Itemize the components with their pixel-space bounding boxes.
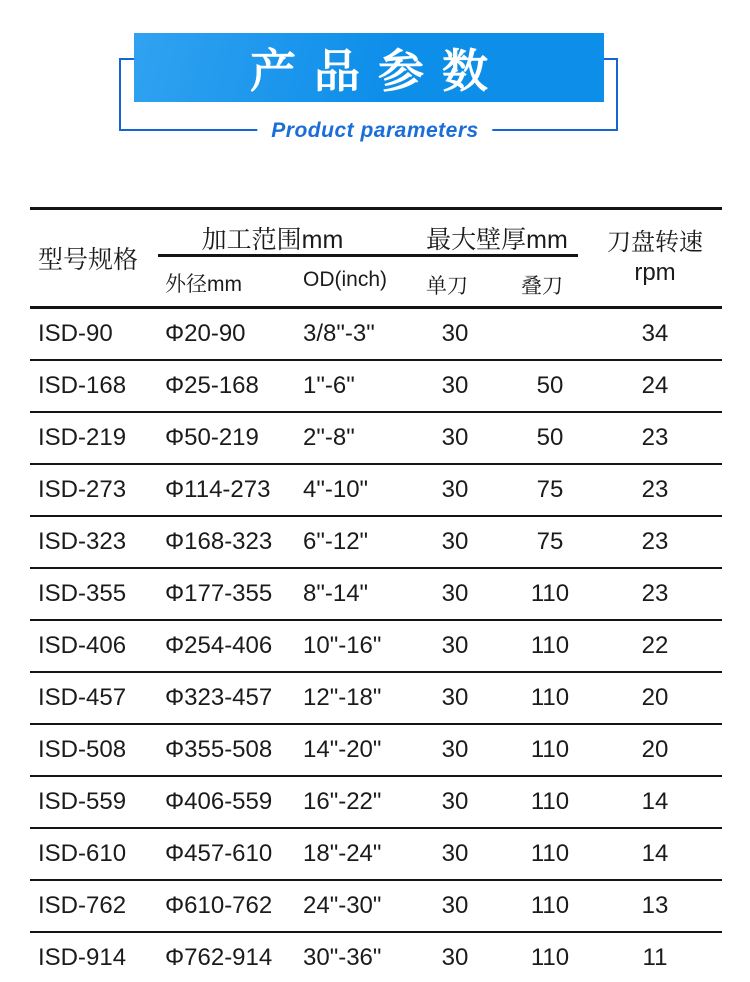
cell-od-inch: 2"-8" xyxy=(303,424,355,451)
cell-stacked-blade: 110 xyxy=(530,580,570,607)
cell-od-inch: 30"-36" xyxy=(303,944,382,971)
cell-model: ISD-323 xyxy=(38,528,127,555)
table-row xyxy=(30,567,722,619)
cell-od-inch: 8"-14" xyxy=(303,580,369,607)
cell-stacked-blade: 110 xyxy=(530,632,570,659)
cell-rpm: 23 xyxy=(641,528,669,555)
cell-rpm: 13 xyxy=(641,892,669,919)
cell-od-mm: Φ457-610 xyxy=(165,840,273,867)
cell-od-inch: 24"-30" xyxy=(303,892,382,919)
page-title: 产品参数 xyxy=(250,44,506,97)
cell-rpm: 14 xyxy=(641,840,669,867)
cell-single-blade: 30 xyxy=(441,736,469,763)
cell-model: ISD-914 xyxy=(38,944,127,971)
table-row xyxy=(30,931,722,982)
cell-stacked-blade: 110 xyxy=(530,944,570,971)
cell-od-mm: Φ610-762 xyxy=(165,892,273,919)
table-row xyxy=(30,671,722,723)
cell-od-mm: Φ177-355 xyxy=(165,580,273,607)
cell-single-blade: 30 xyxy=(441,944,469,971)
cell-stacked-blade: 110 xyxy=(530,892,570,919)
cell-od-inch: 3/8"-3" xyxy=(303,320,375,347)
cell-model: ISD-273 xyxy=(38,476,127,503)
cell-od-inch: 10"-16" xyxy=(303,632,382,659)
header-wall-group: 最大壁厚mm xyxy=(426,226,568,254)
header-range-group: 加工范围mm xyxy=(201,226,344,254)
spec-table xyxy=(30,207,722,982)
cell-od-mm: Φ25-168 xyxy=(165,372,259,399)
header-od-mm: 外径mm xyxy=(165,273,242,296)
table-row xyxy=(30,463,722,515)
cell-single-blade: 30 xyxy=(441,892,469,919)
cell-rpm: 34 xyxy=(641,320,669,347)
cell-od-mm: Φ254-406 xyxy=(165,632,273,659)
cell-rpm: 11 xyxy=(642,944,668,971)
table-row xyxy=(30,879,722,931)
table-row xyxy=(30,359,722,411)
header-speed-unit: rpm xyxy=(634,259,676,286)
table-row xyxy=(30,309,722,359)
table-row xyxy=(30,515,722,567)
cell-stacked-blade: 110 xyxy=(530,736,570,763)
cell-stacked-blade: 75 xyxy=(536,476,564,503)
table-row xyxy=(30,411,722,463)
cell-od-inch: 14"-20" xyxy=(303,736,382,763)
cell-stacked-blade: 110 xyxy=(530,684,570,711)
cell-od-mm: Φ355-508 xyxy=(165,736,273,763)
cell-rpm: 22 xyxy=(641,632,669,659)
cell-od-inch: 4"-10" xyxy=(303,476,369,503)
cell-od-inch: 6"-12" xyxy=(303,528,369,555)
cell-model: ISD-559 xyxy=(38,788,127,815)
header-speed-label: 刀盘转速 xyxy=(607,229,703,256)
title-banner xyxy=(134,33,604,102)
cell-single-blade: 30 xyxy=(441,424,469,451)
cell-single-blade: 30 xyxy=(441,840,469,867)
cell-od-mm: Φ168-323 xyxy=(165,528,273,555)
cell-od-mm: Φ50-219 xyxy=(165,424,259,451)
cell-single-blade: 30 xyxy=(441,580,469,607)
cell-single-blade: 30 xyxy=(441,476,469,503)
cell-single-blade: 30 xyxy=(441,632,469,659)
cell-model: ISD-355 xyxy=(38,580,127,607)
table-body xyxy=(30,309,722,982)
cell-model: ISD-219 xyxy=(38,424,127,451)
cell-model: ISD-406 xyxy=(38,632,127,659)
cell-od-mm: Φ406-559 xyxy=(165,788,273,815)
table-row xyxy=(30,775,722,827)
cell-rpm: 20 xyxy=(641,736,669,763)
cell-stacked-blade: 110 xyxy=(530,840,570,867)
cell-rpm: 23 xyxy=(641,580,669,607)
cell-model: ISD-508 xyxy=(38,736,127,763)
cell-rpm: 23 xyxy=(641,476,669,503)
header-od-inch: OD(inch) xyxy=(303,268,388,291)
cell-single-blade: 30 xyxy=(441,528,469,555)
cell-od-mm: Φ20-90 xyxy=(165,320,246,347)
cell-single-blade: 30 xyxy=(441,788,469,815)
cell-model: ISD-457 xyxy=(38,684,127,711)
header-model: 型号规格 xyxy=(38,246,139,274)
cell-model: ISD-168 xyxy=(38,372,127,399)
cell-od-inch: 16"-22" xyxy=(303,788,382,815)
cell-od-mm: Φ323-457 xyxy=(165,684,273,711)
cell-od-mm: Φ762-914 xyxy=(165,944,273,971)
cell-od-inch: 18"-24" xyxy=(303,840,382,867)
cell-stacked-blade: 50 xyxy=(536,424,564,451)
table-row xyxy=(30,619,722,671)
cell-single-blade: 30 xyxy=(441,320,469,347)
cell-rpm: 23 xyxy=(641,424,669,451)
cell-single-blade: 30 xyxy=(441,684,469,711)
header-speed xyxy=(583,226,727,290)
cell-rpm: 14 xyxy=(641,788,669,815)
cell-model: ISD-610 xyxy=(38,840,127,867)
header-group-underline xyxy=(158,254,578,257)
cell-rpm: 20 xyxy=(641,684,669,711)
cell-stacked-blade: 75 xyxy=(536,528,564,555)
header-stacked-blade: 叠刀 xyxy=(521,275,563,298)
header-single-blade: 单刀 xyxy=(426,275,468,298)
cell-stacked-blade: 50 xyxy=(536,372,564,399)
page-subtitle: Product parameters xyxy=(257,119,492,143)
cell-single-blade: 30 xyxy=(441,372,469,399)
cell-model: ISD-90 xyxy=(38,320,113,347)
cell-od-inch: 1"-6" xyxy=(303,372,355,399)
cell-stacked-blade: 110 xyxy=(530,788,570,815)
cell-model: ISD-762 xyxy=(38,892,127,919)
table-header xyxy=(30,207,722,309)
cell-od-mm: Φ114-273 xyxy=(165,476,271,503)
cell-od-inch: 12"-18" xyxy=(303,684,382,711)
table-row xyxy=(30,827,722,879)
table-row xyxy=(30,723,722,775)
cell-rpm: 24 xyxy=(641,372,669,399)
